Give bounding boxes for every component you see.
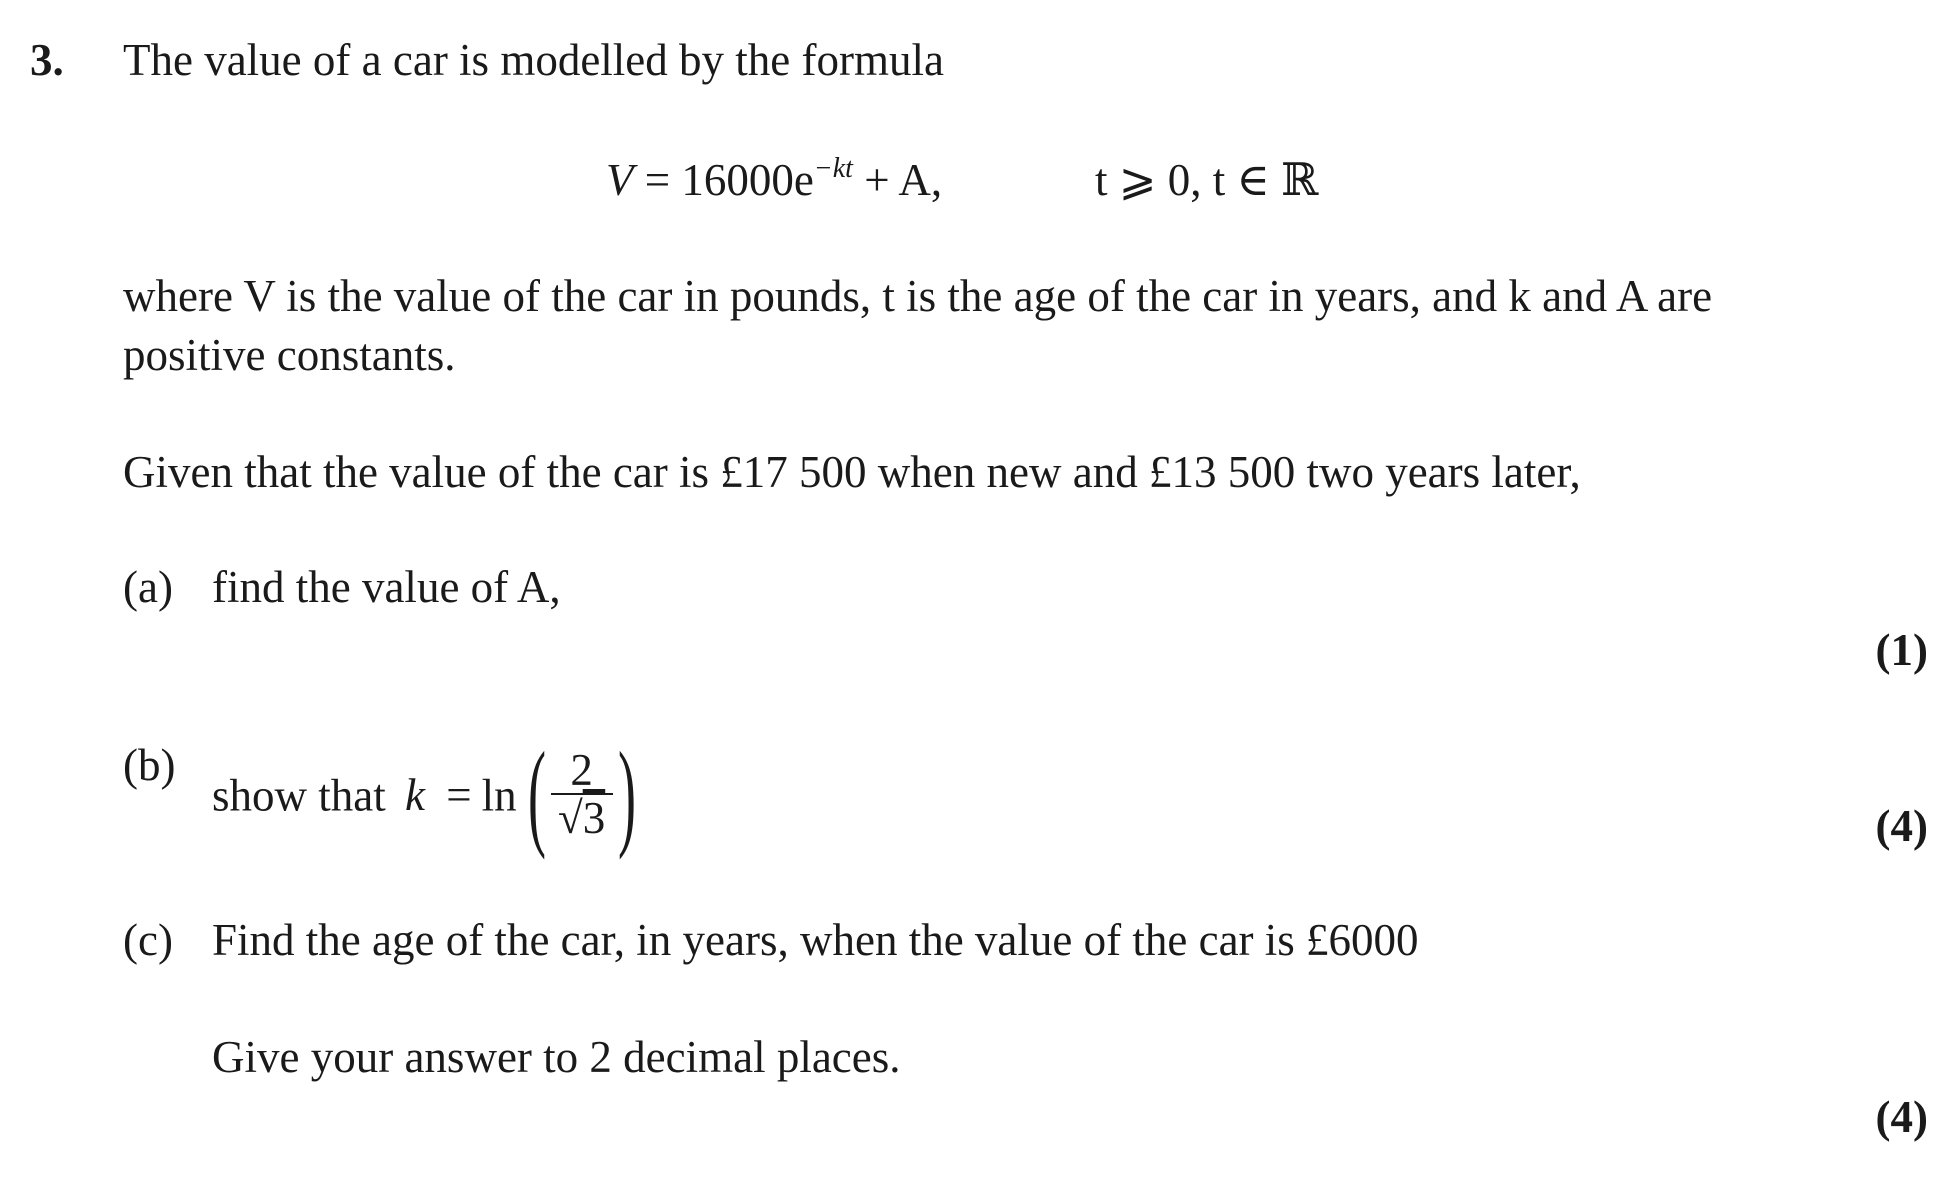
where-line-2: positive constants. [123, 330, 456, 380]
question-number: 3. [30, 35, 64, 85]
formula-rest: + A, [852, 155, 943, 205]
part-b-text: show that [212, 770, 386, 821]
radicand: 3 [582, 793, 606, 843]
radical-sign: √ [558, 793, 583, 843]
part-a-label: (a) [123, 562, 173, 612]
part-c-marks: (4) [1875, 1092, 1928, 1142]
left-paren: ( [527, 727, 546, 860]
formula-condition: t ⩾ 0, t ∈ ℝ [1095, 155, 1319, 205]
part-c-text: Find the age of the car, in years, when the value of the car is £6000 [212, 915, 1419, 965]
part-a-text: find the value of A, [212, 562, 561, 612]
part-b-ln: ln [481, 770, 517, 821]
part-a-marks: (1) [1875, 625, 1928, 675]
formula-lhs: V [606, 155, 634, 205]
part-c-label: (c) [123, 915, 173, 965]
question-intro: The value of a car is modelled by the formula [123, 35, 944, 85]
part-c-text-2: Give your answer to 2 decimal places. [212, 1032, 901, 1082]
part-b-marks: (4) [1875, 801, 1928, 851]
formula-exponent: −kt [813, 153, 853, 184]
part-b-var: k [405, 770, 425, 821]
right-paren: ) [617, 727, 636, 860]
part-b-statement [212, 727, 647, 860]
formula [606, 155, 942, 212]
given-statement: Given that the value of the car is £17 500 when new and £13 500 two years later, [123, 447, 1581, 497]
fraction [517, 727, 647, 860]
formula-eq: = 16000e [633, 155, 814, 205]
numerator: 2 [570, 745, 593, 795]
where-line-1: where V is the value of the car in pounds, t is the age of the car in years, and k and A are [123, 271, 1713, 321]
part-b-eq: = [446, 770, 472, 821]
part-b-label: (b) [123, 740, 176, 790]
